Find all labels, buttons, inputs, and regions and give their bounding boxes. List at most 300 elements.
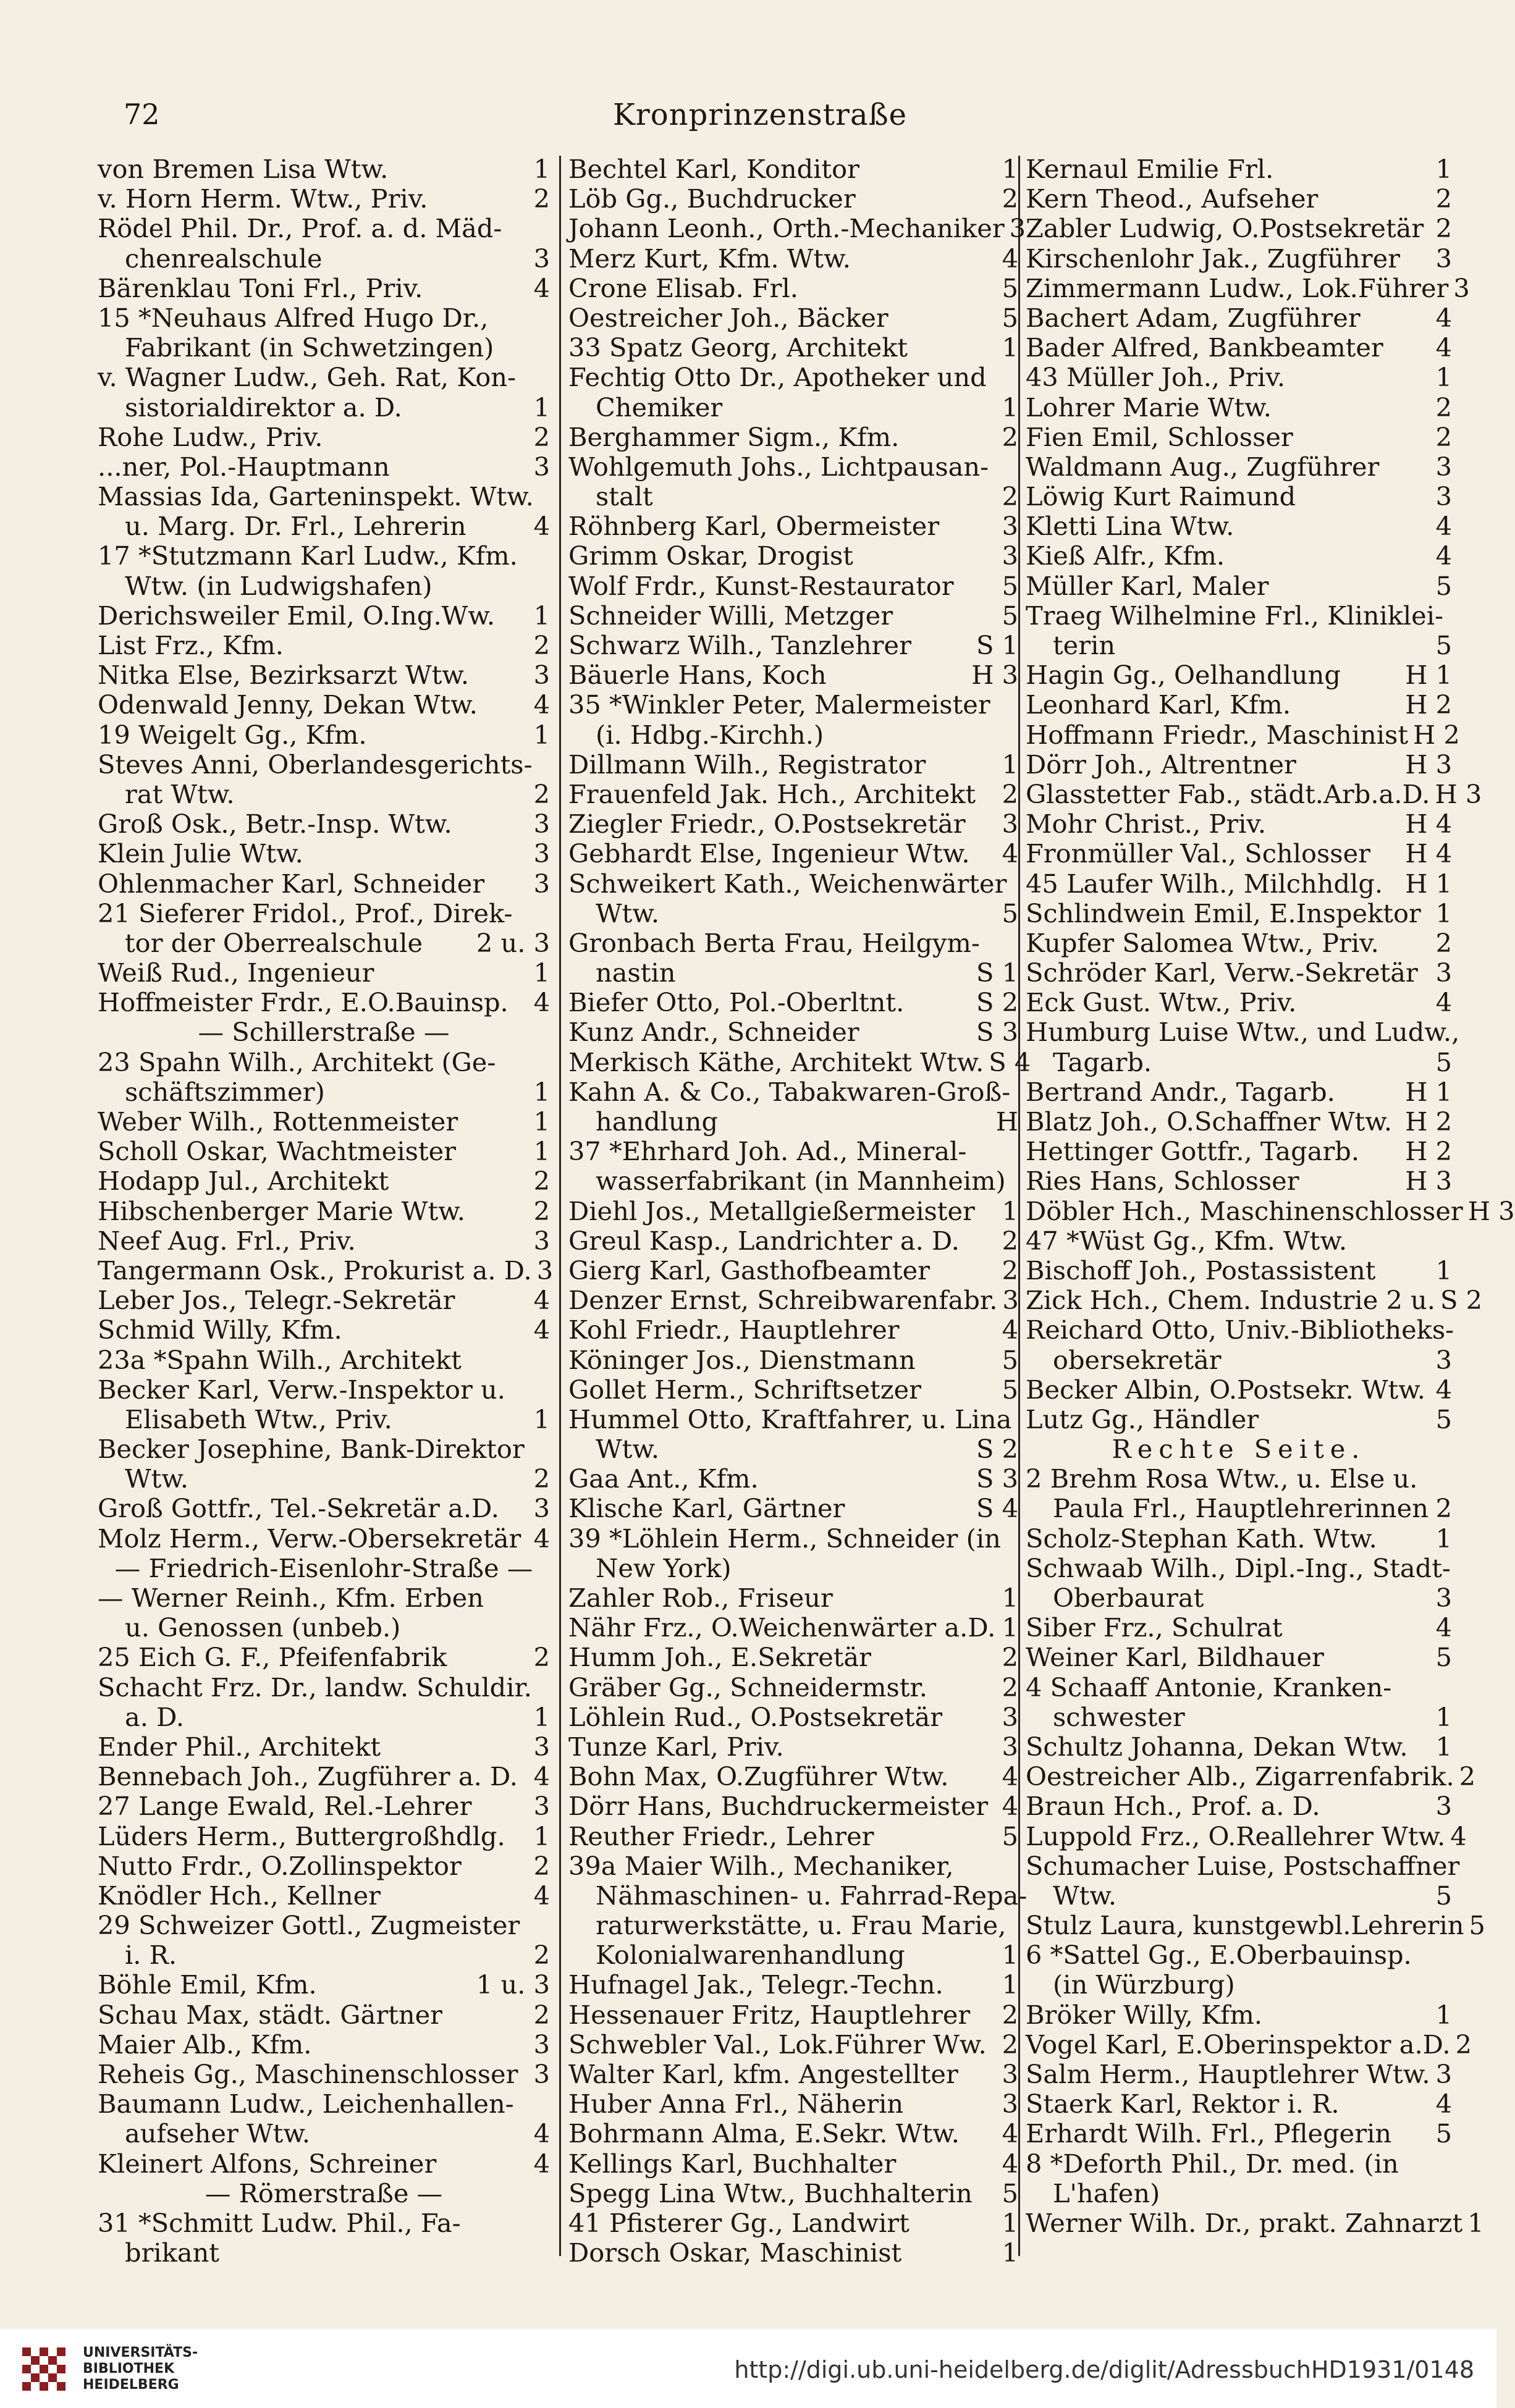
directory-entry [568,2030,1018,2060]
entry-floor: 5 [1002,1821,1018,1851]
directory-entry [568,1970,1018,2000]
entry-text: Kirschenlohr Jak., Zugführer [1026,243,1400,274]
entry-text: Eck Gust. Wtw., Priv. [1026,987,1297,1018]
directory-entry [98,1583,550,1613]
library-name-line: UNIVERSITÄTS- [83,2345,198,2360]
entry-text: Dörr Hans, Buchdruckermeister [568,1791,989,1822]
entry-floor: 1 [1435,154,1452,184]
entry-text: Ohlenmacher Karl, Schneider [98,868,485,899]
entry-floor: H 2 [1413,719,1460,750]
entry-text: Kernaul Emilie Frl. [1026,154,1274,184]
entry-floor: 5 [1469,1910,1485,1941]
library-logo-icon [16,2341,72,2397]
directory-entry [1026,1940,1452,1970]
entry-floor: 3 [1435,1344,1452,1375]
entry-text: 35 *Winkler Peter, Malermeister [568,689,990,720]
entry-text: Ziegler Friedr., O.Postsekretär [568,809,966,840]
directory-entry [98,1851,550,1881]
entry-floor [545,333,550,363]
entry-floor: 3 [533,660,550,691]
entry-floor [1013,1166,1018,1196]
directory-entry [1026,1821,1467,1851]
entry-floor [1447,1940,1452,1970]
entry-floor: 1 [1002,1583,1018,1613]
directory-entry [98,1822,550,1851]
entry-text: Rechte Seite. [1112,1434,1366,1465]
directory-entry [568,928,1018,958]
directory-entry [98,482,550,511]
directory-entry [1026,928,1452,958]
directory-entry [568,333,1018,363]
entry-floor: H 3 [971,660,1018,691]
entry-text: Siber Frz., Schulrat [1026,1612,1283,1643]
directory-entry [1026,1345,1452,1375]
entry-floor: 2 [1002,1999,1018,2030]
entry-floor: 1 [533,1106,550,1137]
entry-floor [1447,1970,1452,2000]
entry-floor [1447,2179,1452,2208]
directory-entry [98,1077,550,1107]
directory-entry [1026,272,1470,303]
directory-entry [1026,631,1452,660]
entry-text: Fronmüller Val., Schlosser [1026,838,1370,869]
entry-text: Gräber Gg., Schneidermstr. [568,1672,927,1703]
entry-floor [545,2238,550,2268]
directory-entry [1026,809,1452,839]
directory-entry [1026,719,1460,750]
entry-text: Stulz Laura, kunstgewbl.Lehrerin [1026,1910,1464,1941]
directory-entry [98,244,550,274]
entry-floor: 4 [533,2148,550,2179]
directory-entry [1026,154,1452,184]
entry-floor [545,541,550,571]
directory-entry [98,750,550,780]
entry-floor: 5 [1002,302,1018,333]
entry-text: nastin [596,958,676,988]
directory-entry [1026,1910,1485,1941]
entry-floor: 1 [533,1404,550,1434]
directory-entry [1026,660,1452,690]
entry-floor: 3 [1002,511,1018,542]
entry-text: Frauenfeld Jak. Hch., Architekt [568,778,976,809]
directory-entry [568,1345,1018,1375]
directory-entry [1026,1583,1452,1613]
directory-entry [1026,333,1452,363]
entry-floor [1447,1673,1452,1703]
directory-entry [568,541,1018,571]
entry-floor [545,1673,550,1703]
section-heading [98,2179,550,2208]
entry-floor [1454,1315,1459,1345]
entry-floor: 4 [533,987,550,1018]
directory-entry [568,1256,1018,1286]
entry-floor [545,214,550,243]
directory-entry [568,1940,1018,1970]
entry-text: Waldmann Aug., Zugführer [1026,451,1380,482]
directory-entry [568,988,1018,1017]
entry-floor: 2 [533,421,550,452]
entry-text: Rohe Ludw., Priv. [98,421,323,452]
entry-floor: 3 [533,868,550,899]
entry-text: Humburg Luise Wtw., und Ludw., [1026,1017,1460,1048]
entry-floor [1013,1405,1018,1434]
directory-entry [568,1077,1018,1107]
directory-entry [1026,2089,1452,2119]
entry-text: Schultz Johanna, Dekan Wtw. [1026,1731,1408,1762]
page-header [87,91,1433,141]
entry-floor [1447,601,1452,631]
entry-text: Bechtel Karl, Konditor [568,154,859,184]
entry-floor: 4 [1002,243,1018,274]
entry-floor: 1 [1002,2207,1018,2238]
directory-entry [98,1197,550,1226]
entry-text: Oestreicher Joh., Bäcker [568,302,888,333]
entry-text: Reichard Otto, Univ.-Bibliotheks- [1026,1315,1454,1345]
entry-text: — Werner Reinh., Kfm. Erben [98,1583,484,1613]
entry-text: Fechtig Otto Dr., Apotheker und [568,362,987,393]
entry-text: Kellings Karl, Buchhalter [568,2148,897,2179]
entry-floor: 2 [533,1850,550,1881]
entry-floor: 1 [1002,332,1018,363]
directory-entry [1026,393,1452,423]
entry-text: Salm Herm., Hauptlehrer Wtw. [1026,2059,1430,2089]
directory-entry [568,1197,1018,1226]
entry-floor: 4 [1435,1374,1452,1405]
entry-text: 39 *Löhlein Herm., Schneider (in [568,1523,1001,1554]
entry-floor: 2 [1002,1672,1018,1703]
entry-text: Weiß Rud., Ingenieur [98,958,374,988]
directory-entry [568,1046,1031,1077]
entry-text: 23 Spahn Wilh., Architekt (Ge- [98,1046,496,1077]
entry-text: Hibschenberger Marie Wtw. [98,1195,465,1226]
entry-floor: 3 [1002,809,1018,840]
entry-text: Schwebler Val., Lok.Führer Ww. [568,2029,987,2060]
entry-text: Kieß Alfr., Kfm. [1026,541,1225,571]
entry-floor: 3 [1002,541,1018,571]
directory-entry [568,1137,1018,1166]
entry-floor: 4 [1435,332,1452,363]
entry-text: Leonhard Karl, Kfm. [1026,689,1291,720]
directory-entry [98,839,550,869]
directory-entry [98,869,550,899]
entry-floor: 2 [1455,2029,1472,2060]
directory-entry [568,2089,1018,2119]
directory-entry [568,1762,1018,1791]
directory-entry [568,631,1018,660]
directory-entry [1026,1970,1452,2000]
entry-floor [545,571,550,601]
directory-entry [1026,1107,1452,1137]
entry-text: Bohn Max, O.Zugführer Wtw. [568,1761,949,1792]
library-name [83,2345,198,2393]
directory-entry [98,1643,550,1672]
entry-floor: S 1 [976,958,1018,988]
entry-text: Werner Wilh. Dr., prakt. Zahnarzt [1026,2207,1463,2238]
entry-floor: 2 [1002,1225,1018,1256]
entry-floor: 3 [533,838,550,869]
entry-floor: 1 [1435,1701,1452,1732]
entry-text: v. Horn Herm. Wtw., Priv. [98,183,428,214]
entry-floor [1013,690,1018,720]
entry-text: Mohr Christ., Priv. [1026,809,1267,840]
directory-entry [1026,363,1452,392]
entry-floor: H 4 [1405,809,1452,840]
entry-floor: 1 [533,1136,550,1167]
entry-floor: 2 u. 3 [476,927,550,958]
directory-entry [1026,899,1452,928]
directory-entry [98,2238,550,2268]
directory-entry [98,214,550,243]
entry-text: Nitka Else, Bezirksarzt Wtw. [98,660,470,691]
entry-text: Hummel Otto, Kraftfahrer, u. Lina [568,1404,1012,1434]
entry-text: Lüders Herm., Buttergroßhdlg. [98,1821,505,1851]
entry-text: Schröder Karl, Verw.-Sekretär [1026,958,1418,988]
entry-floor [1013,720,1018,750]
directory-entry [1026,244,1452,274]
entry-text: Nutto Frdr., O.Zollinspektor [98,1850,462,1881]
entry-floor: S 4 [989,1046,1031,1077]
entry-text: Traeg Wilhelmine Frl., Kliniklei- [1026,600,1444,631]
entry-floor: 1 [1435,1523,1452,1554]
entry-text: Fien Emil, Schlosser [1026,421,1293,452]
entry-text: Kern Theod., Aufseher [1026,183,1319,214]
directory-entry [568,809,1018,839]
entry-text: a. D. [125,1701,185,1732]
entry-floor [545,750,550,780]
entry-floor: 1 u. 3 [476,1969,550,2000]
entry-text: Derichsweiler Emil, O.Ing.Ww. [98,600,496,631]
entry-text: 17 *Stutzmann Karl Ludw., Kfm. [98,541,518,571]
entry-text: Bennebach Joh., Zugführer a. D. [98,1761,518,1792]
entry-text: aufseher Wtw. [125,2118,311,2149]
source-url[interactable]: http://digi.ub.uni-heidelberg.de/diglit/AdressbuchHD1931/0148 [734,2356,1474,2383]
entry-text: Humm Joh., E.Sekretär [568,1642,872,1673]
entry-floor: 3 [533,2059,550,2089]
directory-entry [1026,1732,1452,1762]
entry-floor [1013,452,1018,482]
directory-entry [98,601,550,631]
entry-floor: 3 [1002,1701,1018,1732]
entry-text: — Schillerstraße — [198,1017,450,1048]
directory-entry [1026,1137,1452,1166]
entry-floor: 1 [1002,749,1018,780]
entry-floor: H 1 [1405,1076,1452,1107]
directory-entry [568,958,1018,988]
directory-entry [1026,2149,1452,2179]
entry-floor [1013,1911,1018,1940]
directory-entry [98,1405,550,1434]
entry-text: Merkisch Käthe, Architekt Wtw. [568,1046,984,1077]
entry-text: 31 *Schmitt Ludw. Phil., Fa- [98,2207,461,2238]
entry-text: Greul Kasp., Landrichter a. D. [568,1225,960,1256]
directory-entry [98,184,550,214]
entry-floor [1447,1464,1452,1494]
entry-text: Bader Alfred, Bankbeamter [1026,332,1383,363]
directory-entry [1026,1791,1452,1821]
directory-entry [98,393,550,423]
directory-entry [568,1017,1018,1047]
entry-text: v. Wagner Ludw., Geh. Rat, Kon- [98,362,517,393]
entry-floor [1013,363,1018,392]
entry-text: Rödel Phil. Dr., Prof. a. d. Mäd- [98,213,502,244]
directory-entry [98,1940,550,1970]
entry-text: 21 Sieferer Fridol., Prof., Direk- [98,898,513,928]
entry-text: Schwarz Wilh., Tanzlehrer [568,630,911,660]
entry-text: tor der Oberrealschule [125,927,423,958]
entry-text: rat Wtw. [125,778,235,809]
entry-text: schwester [1053,1701,1185,1732]
column-divider [1018,156,1020,2256]
entry-floor: S 2 [976,987,1018,1018]
entry-text: 4 Schaaff Antonie, Kranken- [1026,1672,1392,1703]
entry-text: Kleinert Alfons, Schreiner [98,2148,437,2179]
entry-text: 23a *Spahn Wilh., Architekt [98,1344,462,1375]
entry-text: Wolf Frdr., Kunst-Restaurator [568,570,954,601]
directory-entry [1026,1643,1452,1672]
entry-floor: 2 [1002,1642,1018,1673]
entry-floor: 3 [1435,243,1452,274]
directory-entry [98,928,550,958]
entry-text: 19 Weigelt Gg., Kfm. [98,719,367,750]
entry-text: Odenwald Jenny, Dekan Wtw. [98,689,478,720]
directory-entry [568,1286,1018,1315]
directory-entry [1026,2000,1452,2030]
directory-entry [1026,303,1452,333]
directory-entry [568,780,1018,809]
entry-text: Becker Josephine, Bank-Direktor [98,1434,525,1465]
entry-text: Neef Aug. Frl., Priv. [98,1225,356,1256]
entry-floor [545,1345,550,1375]
entry-floor: 1 [533,154,550,184]
entry-floor: S 3 [976,1017,1018,1048]
entry-text: i. R. [125,1940,177,1971]
entry-text: Löhlein Rud., O.Postsekretär [568,1701,943,1732]
entry-text: Tagarb. [1053,1046,1152,1077]
entry-text: Wtw. [596,1434,660,1465]
entry-floor: 4 [533,1523,550,1554]
entry-text: Walter Karl, kfm. Angestellter [568,2059,958,2089]
entry-floor: S 2 [1440,1285,1482,1316]
directory-entry [568,1464,1018,1494]
directory-entry [98,660,550,690]
entry-floor [545,2089,550,2119]
entry-text: Spegg Lina Wtw., Buchhalterin [568,2178,973,2208]
directory-entry [568,1375,1018,1405]
directory-entry [1026,511,1452,541]
column-3 [1026,154,1515,2238]
footer-bar [0,2329,1496,2408]
entry-text: Gronbach Berta Frau, Heilgym- [568,927,980,958]
entry-text: obersekretär [1053,1344,1222,1375]
entry-floor: 4 [1002,1315,1018,1345]
entry-text: 29 Schweizer Gottl., Zugmeister [98,1910,520,1941]
entry-text: Vogel Karl, E.Oberinspektor a.D. [1026,2029,1451,2060]
entry-floor: S 2 [976,1434,1018,1465]
entry-text: Löwig Kurt Raimund [1026,481,1296,512]
directory-entry [98,1048,550,1077]
entry-text: Merz Kurt, Kfm. Wtw. [568,243,851,274]
entry-text: New York) [596,1552,732,1583]
directory-entry [1026,541,1452,571]
entry-floor: 5 [1435,1880,1452,1911]
directory-entry [98,1613,550,1643]
directory-entry [568,393,1018,423]
directory-entry [568,1673,1018,1703]
directory-entry [1026,778,1482,809]
entry-text: handlung [596,1106,719,1137]
directory-entry [98,1286,550,1315]
directory-entry [1026,2119,1452,2149]
directory-entry [98,303,550,333]
entry-text: Tangermann Osk., Prokurist a. D. [98,1255,532,1286]
entry-floor: 3 [533,1791,550,1822]
directory-entry [98,1107,550,1137]
entry-floor: 5 [1002,1344,1018,1375]
entry-text: Wtw. [1053,1880,1117,1911]
entry-floor: 4 [1002,2148,1018,2179]
entry-text: Kohl Friedr., Hauptlehrer [568,1315,900,1345]
entry-text: Ender Phil., Architekt [98,1731,381,1762]
entry-text: Schneider Willi, Metzger [568,600,893,631]
directory-entry [1026,1761,1476,1792]
entry-floor: 3 [533,243,550,274]
directory-entry [1026,1464,1452,1494]
entry-floor: 1 [533,392,550,423]
entry-floor: 4 [533,1880,550,1911]
entry-text: Döbler Hch., Maschinenschlosser [1026,1195,1463,1226]
entry-floor: 5 [1002,570,1018,601]
entry-text: 45 Laufer Wilh., Milchhdlg. [1026,868,1383,899]
entry-text: wasserfabrikant (in Mannheim) [596,1166,1006,1197]
entry-text: Biefer Otto, Pol.-Oberltnt. [568,987,905,1018]
directory-entry [98,363,550,392]
entry-text: Lohrer Marie Wtw. [1026,392,1272,423]
entry-floor: 1 [533,1821,550,1851]
entry-text: 2 Brehm Rosa Wtw., u. Else u. [1026,1463,1418,1494]
entry-text: Kolonialwarenhandlung [596,1940,905,1971]
entry-floor [545,1911,550,1940]
directory-entry [568,2208,1018,2238]
directory-entry [568,660,1018,690]
entry-text: Schweikert Kath., Weichenwärter [568,868,1007,899]
directory-entry [1026,601,1452,631]
directory-entry [98,541,550,571]
entry-floor: 3 [533,809,550,840]
entry-floor [545,2208,550,2238]
directory-entry [1026,1226,1452,1256]
entry-floor: 2 [1459,1761,1476,1792]
entry-text: raturwerkstätte, u. Frau Marie, [596,1910,1006,1941]
entry-text: Zimmermann Ludw., Lok.Führer [1026,272,1449,303]
entry-floor: 2 [533,1642,550,1673]
entry-floor [1013,869,1018,899]
entry-floor: 5 [1002,2178,1018,2208]
entry-floor: H 2 [1405,1106,1452,1137]
entry-text: Kunz Andr., Schneider [568,1017,859,1048]
entry-text: Hettinger Gottfr., Tagarb. [1026,1136,1360,1167]
directory-entry [98,2149,550,2179]
directory-entry [98,1226,550,1256]
entry-floor [545,1613,550,1643]
entry-text: 41 Pfisterer Gg., Landwirt [568,2207,909,2238]
directory-entry [1026,1077,1452,1107]
directory-entry [98,958,550,988]
entry-floor [1459,1851,1464,1881]
entry-text: Bachert Adam, Zugführer [1026,302,1361,333]
entry-floor [545,1583,550,1613]
entry-floor: 4 [1435,987,1452,1018]
entry-floor: 1 [1467,2207,1484,2238]
